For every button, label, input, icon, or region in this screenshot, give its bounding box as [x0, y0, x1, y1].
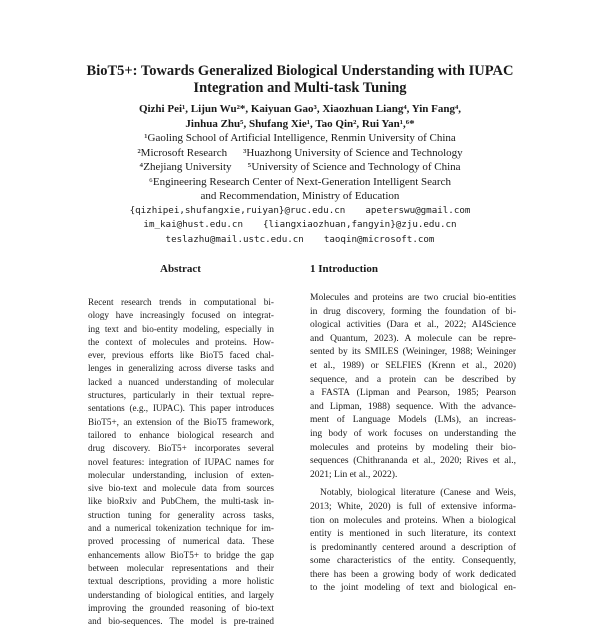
intro-line: there has been a growing body of work dedicated — [310, 569, 516, 580]
email: taoqin@microsoft.com — [323, 233, 435, 245]
paper-title — [60, 63, 540, 97]
abstract-line: the context of molecules and proteins. How- — [88, 336, 274, 347]
intro-line: ment of Language Models (LMs), an increas- — [310, 415, 516, 426]
introduction-heading: 1 Introduction — [310, 263, 378, 275]
title-line: BioT5+: Towards Generalized Biological Understanding with IUPAC — [86, 63, 514, 79]
abstract-line: textual descriptions, providing a more holistic — [88, 576, 274, 587]
intro-line: Notably, biological literature (Canese and Weis, — [320, 488, 516, 499]
intro-line: some characteristics of the entity. Consequently, — [310, 556, 516, 567]
abstract-line: and bio-sequences. The model is pre-trained — [88, 616, 274, 627]
abstract-line: ology have increasingly focused on integrat- — [88, 310, 274, 321]
email: teslazhu@mail.ustc.edu.cn — [165, 233, 304, 245]
abstract-line: lenges in generalizing across diverse tasks and — [88, 363, 274, 374]
abstract-line: lacked a nuanced understanding of molecular — [88, 376, 274, 387]
abstract-line: proved processing of numerical data. These — [88, 536, 274, 547]
intro-line: ing body of work focuses on understanding the — [310, 428, 516, 439]
intro-line: a FASTA (Lipman and Pearson, 1985; Pearson — [310, 388, 516, 399]
email: apeterswu@gmail.com — [365, 205, 471, 216]
intro-line: tion on molecules and proteins. When a biological — [310, 515, 516, 526]
affiliation: ⁴Zhejiang University — [139, 161, 232, 173]
introduction-body — [310, 292, 516, 596]
author-line: Jinhua Zhu⁵, Shufang Xie¹, Tao Qin², Rui Yan¹,⁶* — [185, 117, 415, 130]
intro-line: sequence, and a protein can be described by — [310, 374, 516, 385]
intro-line: molecules and proteins by modeling their bio- — [310, 442, 516, 453]
intro-line: is predominantly centered around a description of — [310, 542, 516, 553]
abstract-line: ing text and bio-entity modeling, especially in — [88, 323, 274, 334]
email: {qizhipei,shufangxie,ruiyan}@ruc.edu.cn — [129, 205, 346, 216]
affiliation: ³Huazhong University of Science and Technology — [243, 146, 463, 159]
abstract-line: sive bio-text and molecule data from sources — [88, 483, 274, 494]
email: im_kai@hust.edu.cn — [143, 219, 243, 231]
affiliation: ⁵University of Science and Technology of China — [247, 161, 461, 173]
intro-line: to the joint modeling of text and biological en- — [310, 583, 516, 594]
abstract-body — [88, 296, 274, 628]
affiliation: and Recommendation, Ministry of Education — [200, 190, 400, 202]
abstract-line: drug discovery. BioT5+ incorporates several — [88, 443, 274, 454]
intro-line: 2021; Lin et al., 2022). — [310, 469, 398, 480]
abstract-line: molecular understanding, inclusion of exten- — [88, 469, 274, 480]
abstract-line: tailored to enhance biological research and — [88, 429, 274, 440]
affiliations — [60, 131, 540, 204]
abstract-line: structures, particularly in their textual repre- — [88, 390, 274, 401]
abstract-heading: Abstract — [160, 263, 201, 275]
intro-line: Molecules and proteins are two crucial bio-entities — [310, 293, 516, 303]
abstract-line: sentations (e.g., IUPAC). This paper introduces — [88, 403, 274, 414]
email: {liangxiaozhuan,fangyin}@zju.edu.cn — [262, 219, 457, 231]
intro-line: ological activities (Dara et al., 2022; AI4Science — [310, 320, 516, 331]
affiliation: ¹Gaoling School of Artificial Intelligence, Renmin University of China — [144, 132, 456, 144]
affiliation: ⁶Engineering Research Center of Next-Generation Intelligent Search — [149, 175, 451, 188]
abstract-line: between molecular representations and their — [88, 562, 274, 573]
abstract-line: enhancements allow BioT5+ to bridge the gap — [88, 549, 274, 560]
intro-line: et al., 1989) or SELFIES (Krenn et al., 2020) — [310, 360, 516, 371]
abstract-line: ever, previous efforts like BioT5 faced chal- — [88, 350, 274, 361]
author-line: Qizhi Pei¹, Lijun Wu²*, Kaiyuan Gao³, Xiaozhuan Liang⁴, Yin Fang⁴, — [138, 103, 462, 115]
abstract-line: struction tuning for generality across tasks, — [88, 509, 274, 520]
intro-line: sequences (Chithrananda et al., 2020; Rives et al., — [310, 456, 516, 467]
intro-line: entity is mentioned in such literature, its context — [310, 529, 516, 540]
email-list — [60, 204, 540, 247]
intro-line: sented by its SMILES (Weininger, 1988; Weininger — [310, 347, 516, 358]
intro-line: in drug discovery, forming the foundation of bi- — [310, 306, 516, 317]
abstract-line: BioT5+, an extension of the BioT5 framework, — [88, 416, 274, 427]
abstract-line: like bioRxiv and PubChem, the multi-task in- — [88, 496, 274, 507]
intro-line: and Lipman, 1988) sequence. With the advance- — [310, 401, 516, 412]
abstract-line: Recent research trends in computational bi- — [88, 297, 274, 307]
abstract-line: understanding of biological entities, and largely — [88, 589, 274, 600]
affiliation: ²Microsoft Research — [137, 146, 228, 159]
abstract-line: improving the grounded reasoning of bio-text — [88, 602, 274, 613]
abstract-line: novel features: integration of IUPAC names for — [88, 456, 274, 467]
title-line: Integration and Multi-task Tuning — [193, 80, 407, 96]
author-list — [60, 102, 540, 131]
intro-line: 2013; White, 2020) is full of extensive informa- — [310, 501, 516, 512]
intro-line: and Quantum, 2023). A molecule can be repre- — [310, 333, 516, 344]
abstract-line: and a numerical tokenization technique for im- — [88, 523, 274, 534]
